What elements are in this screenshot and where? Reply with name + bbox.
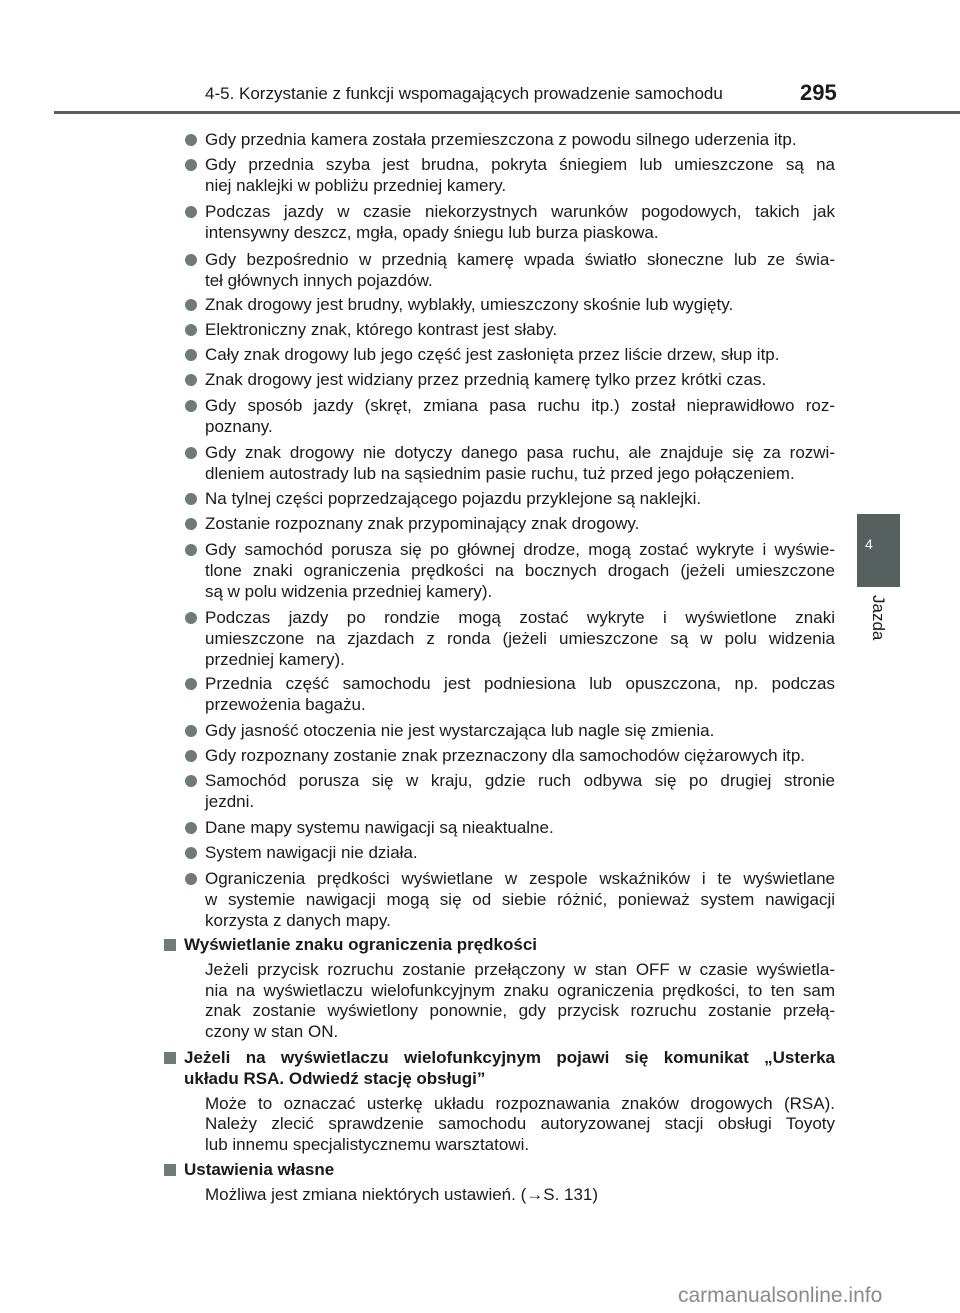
list-item	[205, 771, 835, 813]
bullet-icon	[185, 847, 197, 859]
text-line: przedniej kamery).	[205, 649, 345, 669]
text-line: nia na wyświetlaczu wielofunkcyjnym znaku ograniczenia prędkości, to ten sam	[205, 980, 835, 1000]
text-line: intensywny deszcz, mgła, opady śniegu lub burza piaskowa.	[205, 222, 659, 242]
section	[184, 1048, 835, 1156]
text-line: Znak drogowy jest widziany przez przednią kamerę tylko przez krótki czas.	[205, 370, 767, 389]
heading-line: Ustawienia własne	[184, 1160, 335, 1179]
text-line: Gdy rozpoznany zostanie znak przeznaczony dla samochodów ciężarowych itp.	[205, 746, 806, 765]
text-line: Znak drogowy jest brudny, wyblakły, umieszczony skośnie lub wygięty.	[205, 295, 734, 314]
text-line: Podczas jazdy po rondzie mogą zostać wykryte i wyświetlone znaki	[205, 608, 835, 627]
bullet-icon	[185, 750, 197, 762]
text-line: dleniem autostrady lub na sąsiednim pasie ruchu, tuż przed jego połączeniem.	[205, 463, 795, 483]
page-number: 295	[800, 80, 837, 105]
text-line: Gdy bezpośrednio w przednią kamerę wpada światło słoneczne lub ze świa-	[205, 250, 835, 269]
text-line: Gdy sposób jazdy (skręt, zmiana pasa ruchu itp.) został nieprawidłowo roz-	[205, 396, 835, 415]
list-item	[205, 370, 835, 391]
list-item	[205, 155, 835, 197]
text-line: Gdy znak drogowy nie dotyczy danego pasa ruchu, ale znajduje się za rozwi-	[205, 443, 835, 462]
bullet-icon	[185, 612, 197, 624]
watermark: carmanualsonline.info	[678, 1284, 883, 1307]
heading-line: Wyświetlanie znaku ograniczenia prędkości	[184, 935, 538, 954]
chapter-number: 4	[865, 536, 873, 552]
text-line: Zostanie rozpoznany znak przypominający znak drogowy.	[205, 514, 640, 533]
bullet-icon	[185, 206, 197, 218]
text-line: jezdni.	[205, 791, 255, 811]
section-body	[184, 1094, 835, 1156]
list-item	[205, 608, 835, 670]
text-line: poznany.	[205, 416, 273, 436]
list-item	[205, 320, 835, 341]
text-line: Przednia część samochodu jest podniesiona lub opuszczona, np. podczas	[205, 674, 835, 693]
text-line: Elektroniczny znak, którego kontrast jest słaby.	[205, 320, 558, 339]
bullet-icon	[185, 822, 197, 834]
list-item	[205, 443, 835, 485]
bullet-icon	[185, 374, 197, 386]
bullet-icon	[185, 678, 197, 690]
square-bullet-icon	[164, 939, 176, 951]
bullet-icon	[185, 518, 197, 530]
list-item	[205, 130, 835, 151]
section	[184, 935, 835, 1043]
text-line: korzysta z danych mapy.	[205, 910, 391, 930]
square-bullet-icon	[164, 1052, 176, 1064]
text-line: umieszczone na zjazdach z ronda (jeżeli umieszczone są w polu widzenia	[205, 628, 835, 648]
chapter-tab	[857, 514, 900, 587]
text-line: Gdy przednia kamera została przemieszczona z powodu silnego uderzenia itp.	[205, 130, 797, 149]
section-body	[184, 960, 835, 1043]
list-item	[205, 295, 835, 316]
list-item	[205, 345, 835, 366]
bullet-icon	[185, 493, 197, 505]
text-line: Samochód porusza się w kraju, gdzie ruch odbywa się po drugiej stronie	[205, 771, 835, 790]
text-line: Może to oznaczać usterkę układu rozpoznawania znaków drogowych (RSA).	[205, 1093, 835, 1113]
bullet-icon	[185, 134, 197, 146]
text-line: Cały znak drogowy lub jego część jest zasłonięta przez liście drzew, słup itp.	[205, 345, 780, 364]
list-item	[205, 721, 835, 742]
bullet-icon	[185, 324, 197, 336]
text-line: Gdy przednia szyba jest brudna, pokryta śniegiem lub umieszczone są na	[205, 155, 835, 174]
text-line: lub innemu specjalistycznemu warsztatowi.	[205, 1135, 530, 1155]
text-line: Ograniczenia prędkości wyświetlane w zespole wskaźników i te wyświetlane	[205, 869, 835, 888]
text-line: w systemie nawigacji mogą się od siebie różnić, ponieważ system nawigacji	[205, 889, 835, 909]
list-item	[205, 746, 835, 767]
heading-line: układu RSA. Odwiedź stację obsługi”	[184, 1068, 486, 1088]
text-line: Na tylnej części poprzedzającego pojazdu przyklejone są naklejki.	[205, 489, 702, 508]
text-line: System nawigacji nie działa.	[205, 843, 418, 862]
text-line: Podczas jazdy w czasie niekorzystnych warunków pogodowych, takich jak	[205, 202, 835, 221]
list-item	[205, 674, 835, 716]
list-item	[205, 843, 835, 864]
list-item	[205, 250, 835, 292]
bullet-icon	[185, 400, 197, 412]
list-item	[205, 514, 835, 535]
section-title: 4-5. Korzystanie z funkcji wspomagających prowadzenie samochodu	[205, 84, 723, 103]
bullet-icon	[185, 254, 197, 266]
text-line: czony w stan ON.	[205, 1022, 339, 1042]
chapter-label: Jazda	[869, 595, 888, 641]
header-rule	[54, 111, 960, 114]
bullet-icon	[185, 299, 197, 311]
text-line: znak zostanie wyświetlony ponownie, gdy przycisk rozruchu zostanie przełą-	[205, 1001, 835, 1021]
bullet-icon	[185, 775, 197, 787]
square-bullet-icon	[164, 1164, 176, 1176]
bullet-icon	[185, 159, 197, 171]
bullet-icon	[185, 544, 197, 556]
list-item	[205, 489, 835, 510]
text-line: Gdy samochód porusza się po głównej drodze, mogą zostać wykryte i wyświe-	[205, 540, 835, 559]
section	[184, 1160, 835, 1206]
text-line: tlone znaki ograniczenia prędkości na bocznych drogach (jeżeli umieszczone	[205, 560, 835, 580]
text-line: Możliwa jest zmiana niektórych ustawień. (→S. 131)	[205, 1184, 599, 1204]
bullet-icon	[185, 725, 197, 737]
text-line: Należy zlecić sprawdzenie samochodu autoryzowanej stacji obsługi Toyoty	[205, 1114, 835, 1134]
list-item	[205, 396, 835, 438]
text-line: Gdy jasność otoczenia nie jest wystarczająca lub nagle się zmienia.	[205, 721, 715, 740]
text-line: teł głównych innych pojazdów.	[205, 270, 433, 290]
bullet-icon	[185, 873, 197, 885]
text-line: Dane mapy systemu nawigacji są nieaktualne.	[205, 818, 554, 837]
text-line: niej naklejki w pobliżu przedniej kamery.	[205, 175, 507, 195]
list-item	[205, 540, 835, 602]
list-item	[205, 818, 835, 839]
text-line: Jeżeli przycisk rozruchu zostanie przełączony w stan OFF w czasie wyświetla-	[205, 959, 835, 979]
heading-line: Jeżeli na wyświetlaczu wielofunkcyjnym pojawi się komunikat „Usterka	[184, 1048, 835, 1067]
section-body	[184, 1185, 835, 1206]
list-item	[205, 869, 835, 931]
bullet-icon	[185, 447, 197, 459]
list-item	[205, 202, 835, 244]
bullet-icon	[185, 349, 197, 361]
text-line: są w polu widzenia przedniej kamery).	[205, 581, 493, 601]
text-line: przewożenia bagażu.	[205, 694, 366, 714]
